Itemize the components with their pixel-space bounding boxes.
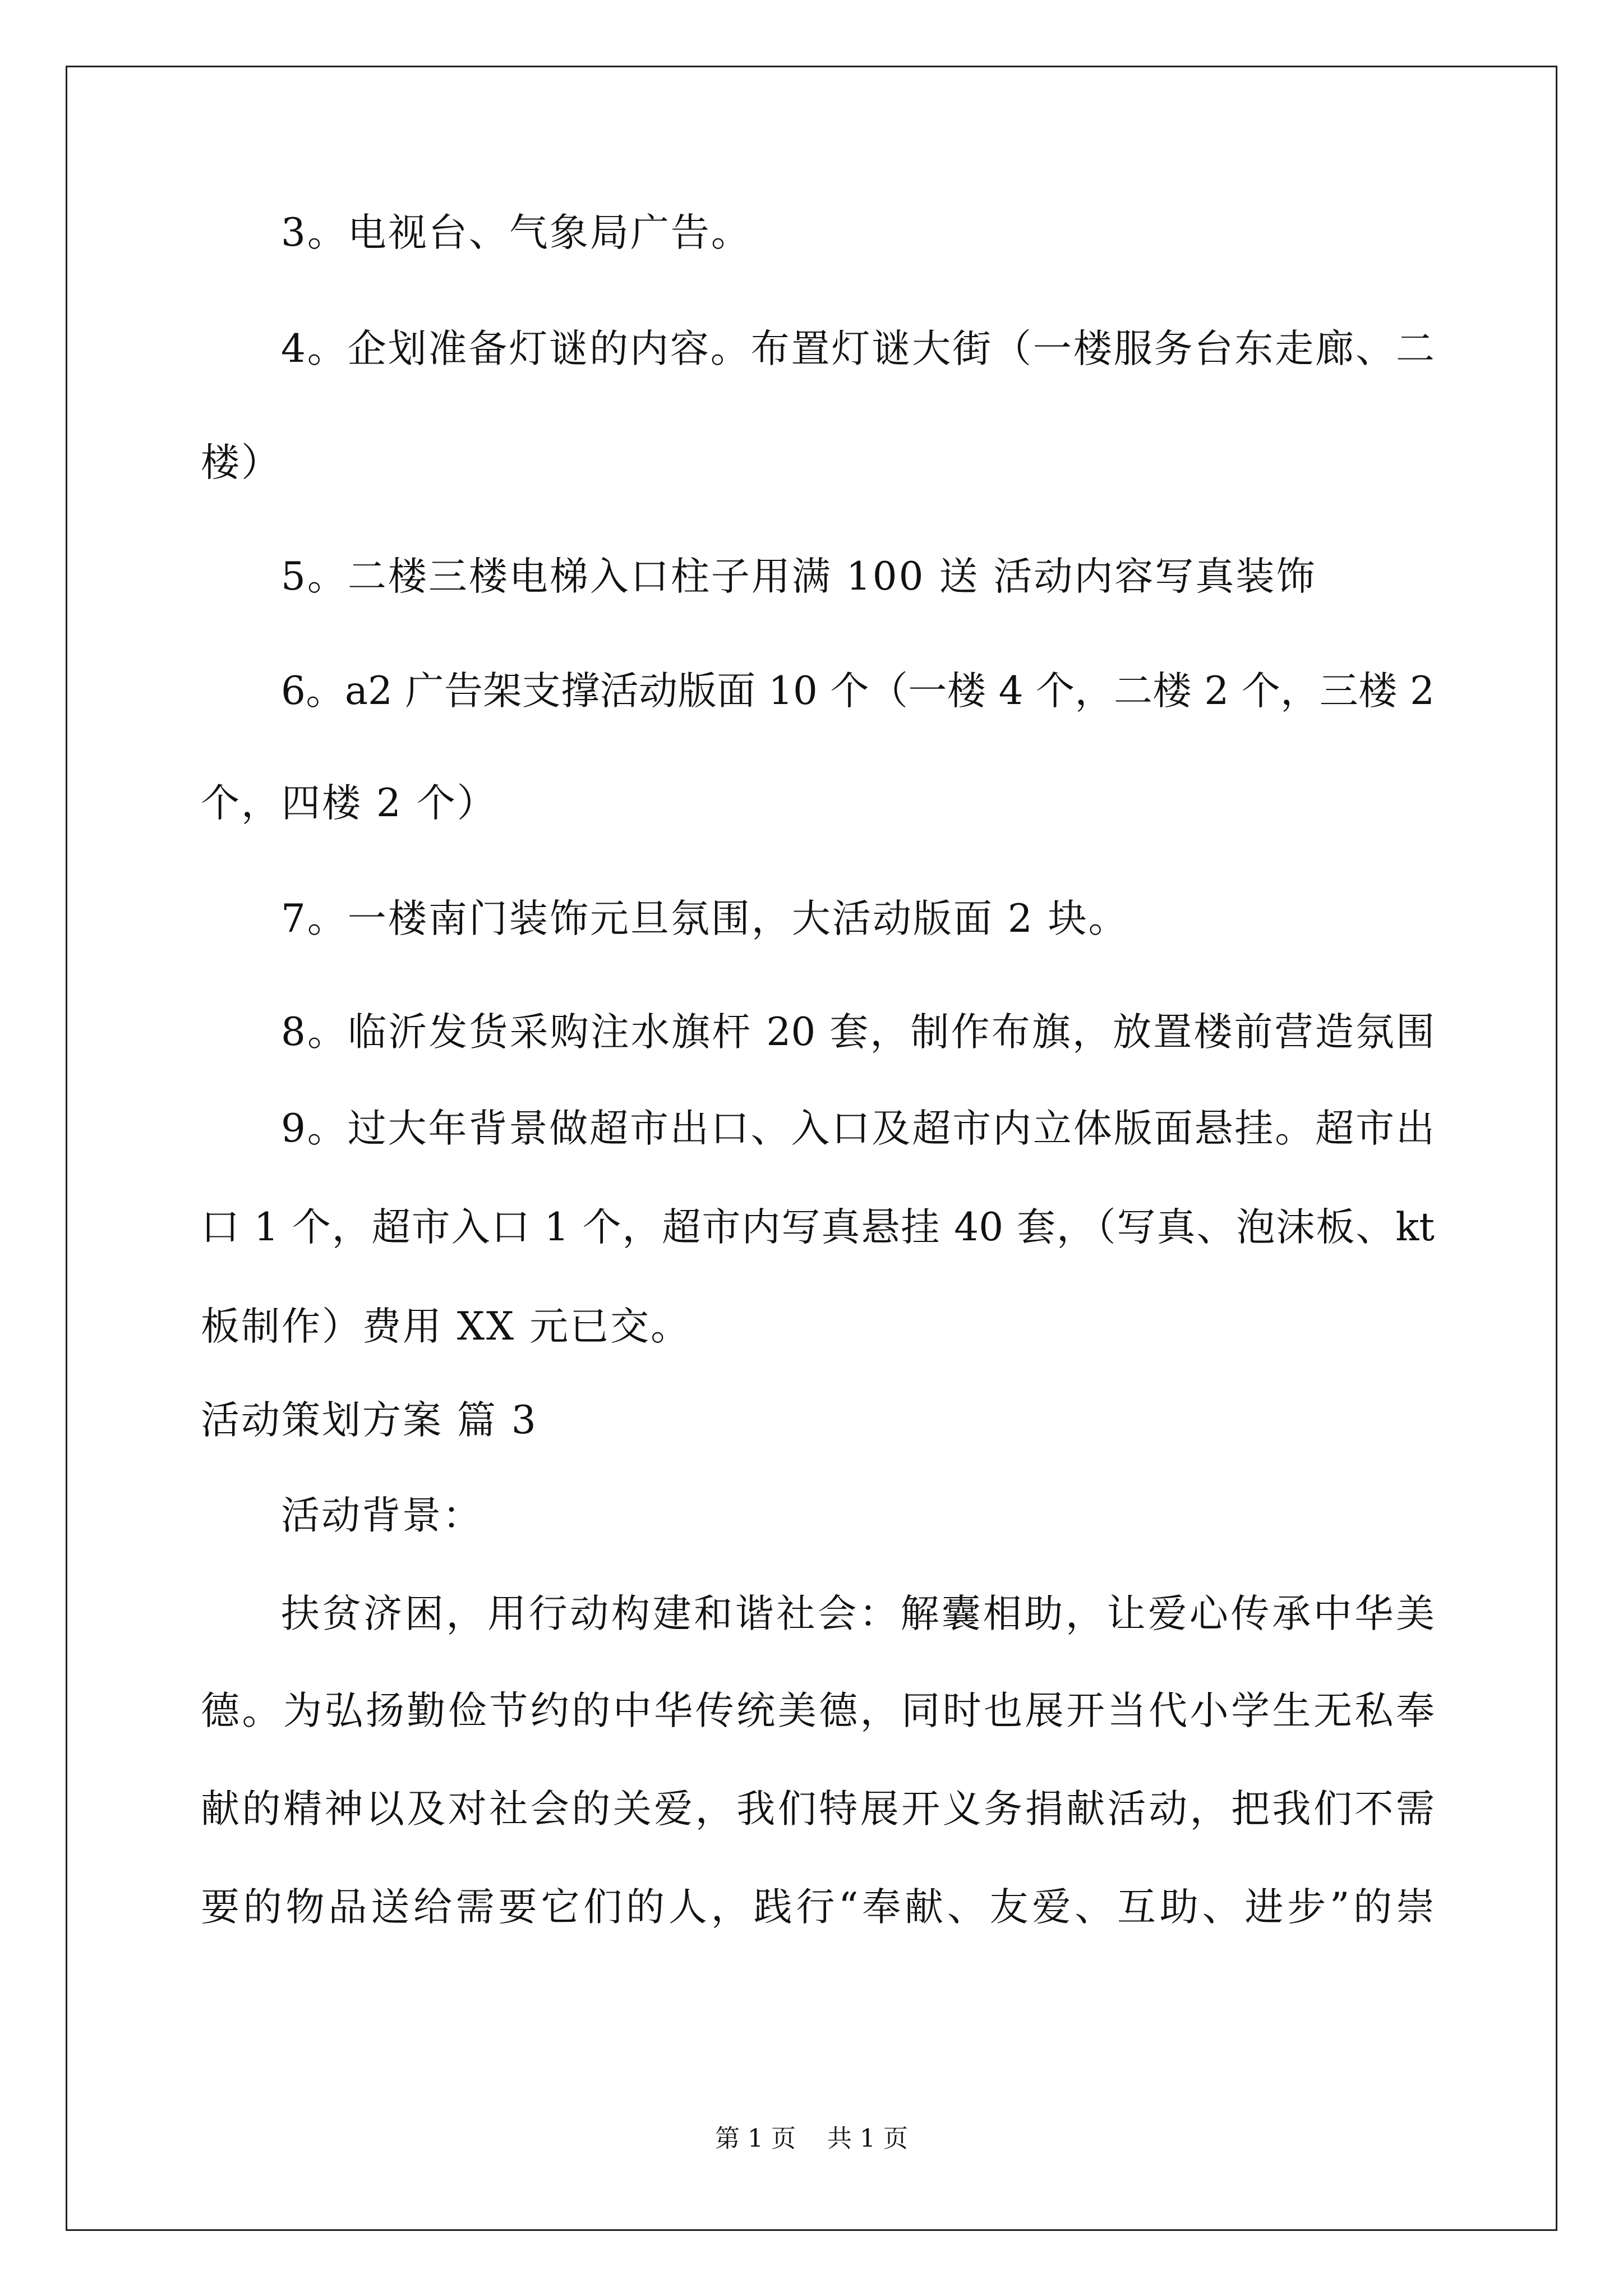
text-line: 口 1 个，超市入口 1 个，超市内写真悬挂 40 套，（写真、泡沫板、kt	[201, 1205, 1435, 1250]
text-line: 扶贫济困，用行动构建和谐社会：解囊相助，让爱心传承中华美	[281, 1591, 1435, 1636]
text-line: 4。企划准备灯谜的内容。布置灯谜大街（一楼服务台东走廊、二	[281, 326, 1435, 371]
text-line: 8。临沂发货采购注水旗杆 20 套，制作布旗，放置楼前营造氛围	[281, 1010, 1435, 1055]
text-line: 个，四楼 2 个）	[201, 781, 497, 826]
text-line: 7。一楼南门装饰元旦氛围，大活动版面 2 块。	[281, 896, 1129, 941]
text-line: 要的物品送给需要它们的人，践行“奉献、友爱、互助、进步”的崇	[201, 1885, 1435, 1930]
section-heading: 活动策划方案 篇 3	[201, 1398, 538, 1443]
text-line: 5。二楼三楼电梯入口柱子用满 100 送 活动内容写真装饰	[281, 554, 1317, 599]
page-number-footer: 第 1 页 共 1 页	[715, 2124, 908, 2153]
text-line: 板制作）费用 XX 元已交。	[201, 1304, 691, 1349]
text-line: 3。电视台、气象局广告。	[281, 210, 751, 255]
text-line: 楼）	[201, 440, 282, 485]
text-line: 6。a2 广告架支撑活动版面 10 个（一楼 4 个，二楼 2 个，三楼 2	[281, 669, 1435, 714]
text-line: 活动背景：	[281, 1493, 483, 1538]
text-line: 献的精神以及对社会的关爱，我们特展开义务捐献活动，把我们不需	[201, 1787, 1435, 1832]
text-line: 9。过大年背景做超市出口、入口及超市内立体版面悬挂。超市出	[281, 1106, 1435, 1151]
text-line: 德。为弘扬勤俭节约的中华传统美德，同时也展开当代小学生无私奉	[201, 1688, 1435, 1733]
